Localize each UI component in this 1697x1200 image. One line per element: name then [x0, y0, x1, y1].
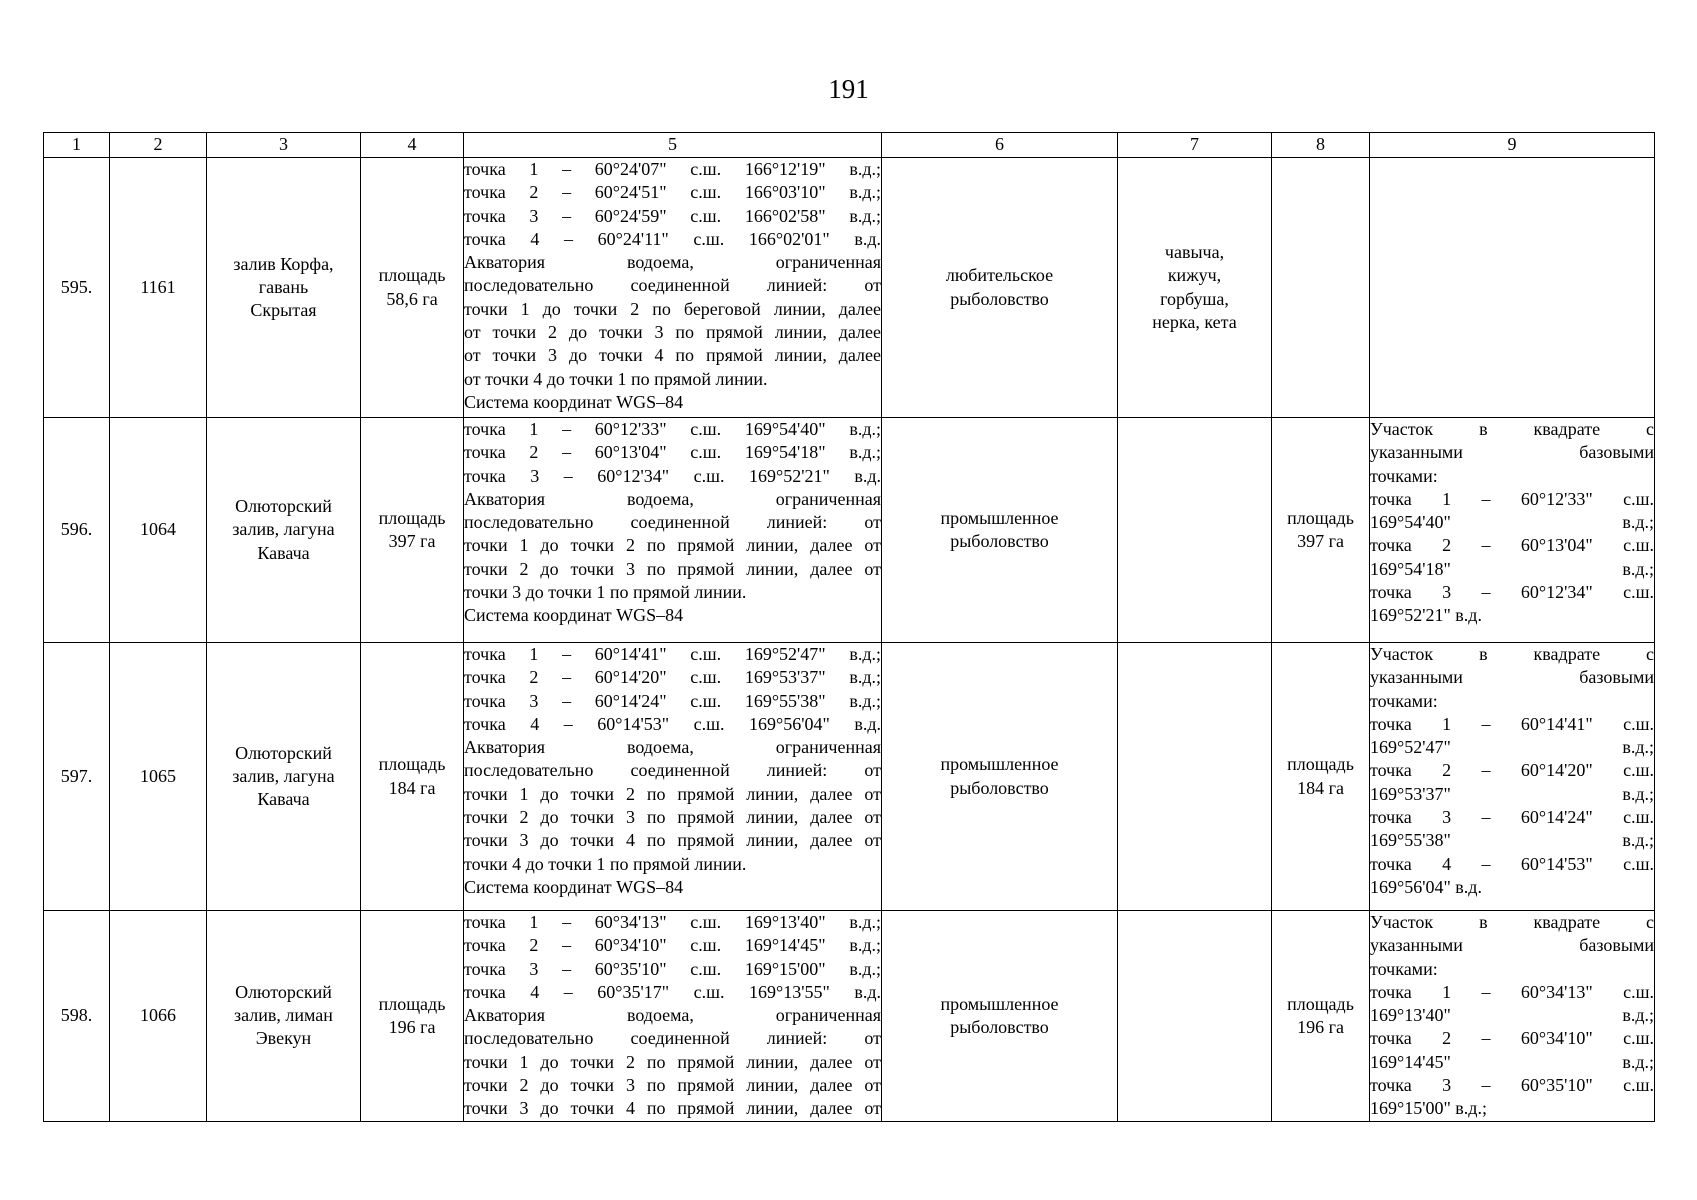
description-line: точки 2 до точки 3 по прямой линии, далее от — [464, 807, 881, 828]
area-line: площадь — [1287, 507, 1354, 528]
column-header: 1 — [44, 133, 110, 158]
site-line: 169°52'47" в.д.; — [1370, 737, 1654, 758]
area-line: площадь — [378, 754, 446, 775]
description-line: Система координат WGS–84 — [464, 605, 684, 626]
site-line: указанными базовыми — [1370, 667, 1654, 688]
site-line: Участок в квадрате с — [1370, 644, 1654, 664]
place-line: Скрытая — [250, 300, 317, 321]
row-number-cell: 598. — [44, 911, 110, 1122]
purpose-cell — [882, 418, 1118, 643]
description-line: точки 1 до точки 2 по прямой линии, далее от — [464, 783, 881, 804]
description-line: точка 3 – 60°14'24" с.ш. 169°55'38" в.д.; — [464, 690, 881, 711]
table-body — [44, 158, 1655, 1122]
area-line: 58,6 га — [386, 288, 438, 309]
code-cell: 1066 — [110, 911, 207, 1122]
purpose-line: рыболовство — [950, 1016, 1049, 1037]
description-line: точка 1 – 60°14'41" с.ш. 169°52'47" в.д.; — [464, 644, 881, 664]
code-cell: 1065 — [110, 643, 207, 911]
area-cell — [361, 911, 464, 1122]
description-line: Акватория водоема, ограниченная — [464, 1005, 881, 1026]
site-square-cell — [1370, 158, 1655, 418]
description-line: точка 1 – 60°12'33" с.ш. 169°54'40" в.д.; — [464, 419, 881, 439]
description-line: точка 2 – 60°14'20" с.ш. 169°53'37" в.д.; — [464, 667, 881, 688]
area-line: 184 га — [1297, 777, 1344, 798]
area-cell — [361, 158, 464, 418]
column-header: 6 — [882, 133, 1118, 158]
site-line: точка 1 – 60°12'33" с.ш. — [1370, 488, 1654, 509]
place-line: Олюторский — [235, 981, 332, 1002]
area-8-cell — [1272, 911, 1370, 1122]
place-line: гавань — [258, 276, 309, 297]
purpose-cell — [882, 643, 1118, 911]
description-line: точка 1 – 60°34'13" с.ш. 169°13'40" в.д.; — [464, 912, 881, 932]
site-line: точка 3 – 60°14'24" с.ш. — [1370, 807, 1654, 828]
site-line: 169°52'21" в.д. — [1370, 605, 1482, 626]
description-line: точка 3 – 60°12'34" с.ш. 169°52'21" в.д. — [464, 465, 881, 486]
boundary-description-cell — [464, 643, 882, 911]
place-line: Эвекун — [255, 1028, 312, 1049]
area-line: площадь — [378, 993, 446, 1014]
site-line: точка 1 – 60°34'13" с.ш. — [1370, 981, 1654, 1002]
description-line: точка 4 – 60°35'17" с.ш. 169°13'55" в.д. — [464, 981, 881, 1002]
species-line: чавыча, — [1164, 241, 1225, 262]
area-8-cell — [1272, 418, 1370, 643]
place-cell — [207, 418, 361, 643]
description-line: точки 3 до точки 4 по прямой линии, далее от — [464, 830, 881, 851]
site-line: 169°54'18" в.д.; — [1370, 558, 1654, 579]
area-cell — [361, 418, 464, 643]
purpose-line: промышленное — [940, 993, 1059, 1014]
species-cell — [1118, 418, 1272, 643]
table-row — [44, 643, 1655, 911]
description-line: последовательно соединенной линией: от — [464, 1028, 881, 1049]
purpose-cell — [882, 158, 1118, 418]
row-number-cell: 597. — [44, 643, 110, 911]
description-line: точка 4 – 60°14'53" с.ш. 169°56'04" в.д. — [464, 713, 881, 734]
column-header: 3 — [207, 133, 361, 158]
description-line: точки 2 до точки 3 по прямой линии, далее от — [464, 558, 881, 579]
description-line: Акватория водоема, ограниченная — [464, 737, 881, 758]
description-line: точки 3 до точки 4 по прямой линии, далее от — [464, 1098, 881, 1119]
area-line: 184 га — [388, 777, 436, 798]
area-8-cell — [1272, 158, 1370, 418]
purpose-line: промышленное — [940, 507, 1059, 528]
area-line: площадь — [378, 265, 446, 286]
species-line: кижуч, — [1167, 265, 1222, 286]
header-row — [44, 133, 1655, 158]
description-line: точка 1 – 60°24'07" с.ш. 166°12'19" в.д.; — [464, 159, 881, 179]
site-line: 169°54'40" в.д.; — [1370, 512, 1654, 533]
column-header: 5 — [464, 133, 882, 158]
description-line: от точки 3 до точки 4 по прямой линии, далее — [464, 345, 881, 366]
place-line: залив Корфа, — [233, 253, 334, 274]
site-line: точка 2 – 60°14'20" с.ш. — [1370, 760, 1654, 781]
area-line: площадь — [1287, 754, 1354, 775]
table-row — [44, 158, 1655, 418]
site-line: указанными базовыми — [1370, 442, 1654, 463]
purpose-line: рыболовство — [950, 777, 1049, 798]
description-line: последовательно соединенной линией: от — [464, 512, 881, 533]
code-cell: 1161 — [110, 158, 207, 418]
site-line: точка 3 – 60°35'10" с.ш. — [1370, 1075, 1654, 1096]
description-line: Система координат WGS–84 — [464, 391, 684, 412]
place-line: Олюторский — [235, 742, 332, 763]
area-line: 196 га — [388, 1016, 436, 1037]
table-row — [44, 418, 1655, 643]
area-line: 397 га — [1297, 531, 1344, 551]
site-line: точками: — [1370, 465, 1438, 486]
site-line: 169°15'00" в.д.; — [1370, 1098, 1487, 1119]
place-line: залив, лагуна — [232, 765, 335, 786]
description-line: точки 4 до точки 1 по прямой линии. — [464, 853, 747, 874]
purpose-cell — [882, 911, 1118, 1122]
species-cell — [1118, 643, 1272, 911]
area-line: площадь — [1287, 993, 1354, 1014]
column-header: 8 — [1272, 133, 1370, 158]
row-number-cell: 596. — [44, 418, 110, 643]
table-row — [44, 911, 1655, 1122]
code-cell: 1064 — [110, 418, 207, 643]
place-cell — [207, 911, 361, 1122]
area-cell — [361, 643, 464, 911]
place-line: Кавача — [257, 542, 310, 563]
species-line: горбуша, — [1160, 288, 1229, 309]
registry-table — [43, 132, 1655, 1122]
place-line: Олюторский — [235, 496, 332, 517]
site-line: указанными базовыми — [1370, 935, 1654, 956]
column-header: 4 — [361, 133, 464, 158]
area-8-cell — [1272, 643, 1370, 911]
species-line: нерка, кета — [1152, 311, 1237, 332]
description-line: точки 1 до точки 2 по береговой линии, далее — [464, 298, 881, 319]
description-line: точка 4 – 60°24'11" с.ш. 166°02'01" в.д. — [464, 228, 881, 249]
purpose-line: рыболовство — [950, 288, 1049, 309]
purpose-line: любительское — [945, 265, 1054, 286]
site-line: Участок в квадрате с — [1370, 912, 1654, 932]
site-line: 169°53'37" в.д.; — [1370, 783, 1654, 804]
description-line: от точки 2 до точки 3 по прямой линии, далее — [464, 322, 881, 343]
description-line: Система координат WGS–84 — [464, 876, 684, 897]
description-line: точка 3 – 60°24'59" с.ш. 166°02'58" в.д.; — [464, 205, 881, 226]
species-cell — [1118, 911, 1272, 1122]
site-square-cell — [1370, 418, 1655, 643]
site-line: точка 2 – 60°34'10" с.ш. — [1370, 1028, 1654, 1049]
boundary-description-cell — [464, 418, 882, 643]
place-line: залив, лиман — [234, 1005, 333, 1026]
description-line: Акватория водоема, ограниченная — [464, 488, 881, 509]
description-line: последовательно соединенной линией: от — [464, 275, 881, 296]
site-line: точками: — [1370, 690, 1438, 711]
site-line: точка 4 – 60°14'53" с.ш. — [1370, 853, 1654, 874]
site-line: 169°56'04" в.д. — [1370, 876, 1482, 897]
description-line: точка 2 – 60°24'51" с.ш. 166°03'10" в.д.; — [464, 182, 881, 203]
area-line: 196 га — [1297, 1016, 1344, 1037]
boundary-description-cell — [464, 158, 882, 418]
description-line: точка 3 – 60°35'10" с.ш. 169°15'00" в.д.; — [464, 958, 881, 979]
area-line: площадь — [378, 507, 446, 528]
description-line: от точки 4 до точки 1 по прямой линии. — [464, 368, 768, 389]
place-cell — [207, 158, 361, 418]
site-line: Участок в квадрате с — [1370, 419, 1654, 439]
description-line: Акватория водоема, ограниченная — [464, 252, 881, 273]
site-square-cell — [1370, 911, 1655, 1122]
purpose-line: рыболовство — [950, 531, 1049, 551]
site-line: точка 2 – 60°13'04" с.ш. — [1370, 535, 1654, 556]
site-line: точками: — [1370, 958, 1438, 979]
boundary-description-cell — [464, 911, 882, 1122]
purpose-line: промышленное — [940, 754, 1059, 775]
area-line: 397 га — [388, 531, 436, 551]
description-line: точки 1 до точки 2 по прямой линии, далее от — [464, 535, 881, 556]
column-header: 2 — [110, 133, 207, 158]
row-number-cell: 595. — [44, 158, 110, 418]
place-line: Кавача — [257, 789, 310, 810]
description-line: последовательно соединенной линией: от — [464, 760, 881, 781]
column-header: 9 — [1370, 133, 1655, 158]
description-line: точка 2 – 60°34'10" с.ш. 169°14'45" в.д.; — [464, 935, 881, 956]
description-line: точки 2 до точки 3 по прямой линии, далее от — [464, 1075, 881, 1096]
description-line: точки 3 до точки 1 по прямой линии. — [464, 582, 747, 603]
place-cell — [207, 643, 361, 911]
site-square-cell — [1370, 643, 1655, 911]
site-line: 169°55'38" в.д.; — [1370, 830, 1654, 851]
table-header — [44, 133, 1655, 158]
site-line: 169°14'45" в.д.; — [1370, 1051, 1654, 1072]
place-line: залив, лагуна — [232, 519, 335, 540]
description-line: точка 2 – 60°13'04" с.ш. 169°54'18" в.д.; — [464, 442, 881, 463]
site-line: точка 3 – 60°12'34" с.ш. — [1370, 582, 1654, 603]
species-cell — [1118, 158, 1272, 418]
site-line: точка 1 – 60°14'41" с.ш. — [1370, 713, 1654, 734]
description-line: точки 1 до точки 2 по прямой линии, далее от — [464, 1051, 881, 1072]
site-line: 169°13'40" в.д.; — [1370, 1005, 1654, 1026]
page-number: 191 — [828, 74, 869, 104]
column-header: 7 — [1118, 133, 1272, 158]
